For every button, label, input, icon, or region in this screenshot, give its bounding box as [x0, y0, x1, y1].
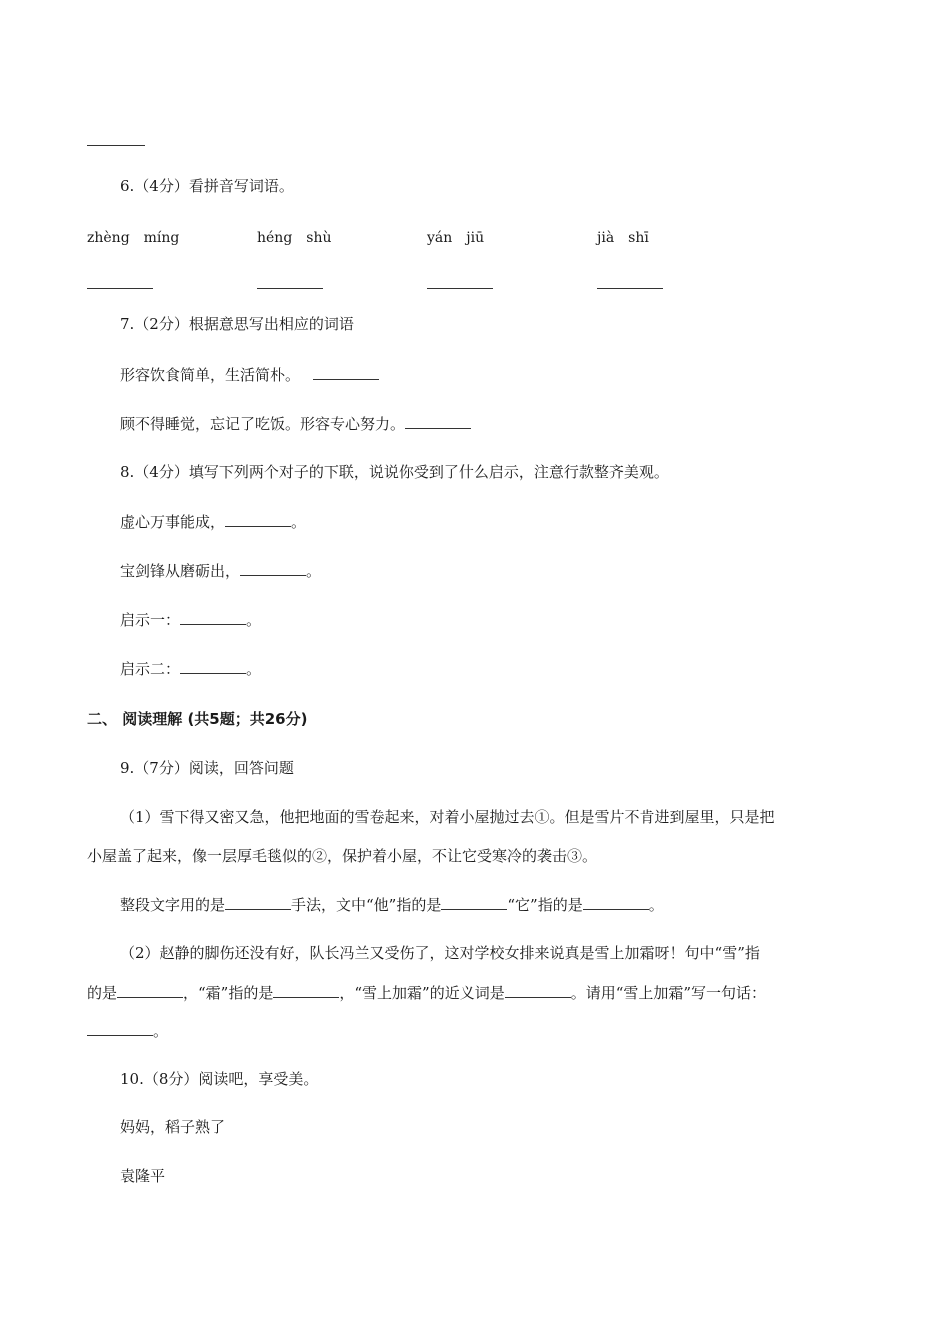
word-blank-4[interactable] — [597, 287, 663, 289]
q9-p2-b: ，“霜”指的是 — [183, 984, 274, 1002]
answer-blank[interactable] — [117, 983, 183, 998]
answer-blank[interactable] — [405, 414, 471, 429]
word-blank-1[interactable] — [87, 287, 153, 289]
couplet-2: 宝剑锋从磨砺出， — [120, 562, 241, 580]
question-8-line-3 — [120, 610, 261, 630]
q9-passage-2-line-3 — [87, 1021, 168, 1041]
period: 。 — [246, 660, 262, 678]
question-8-line-4 — [120, 659, 261, 679]
answer-blank[interactable] — [87, 1021, 153, 1036]
q9-passage-2-line-1: （2）赵静的脚伤还没有好，队长冯兰又受伤了，这对学校女排来说真是雪上加霜呀！句中“雪”指 — [120, 944, 760, 962]
insight-1-label: 启示一： — [120, 611, 181, 629]
q9-p2-a: 的是 — [87, 984, 118, 1002]
q9-p2-c: ，“雪上加霜”的近义词是 — [339, 984, 505, 1002]
answer-blank[interactable] — [273, 983, 339, 998]
question-10-title: 10.（8分）阅读吧，享受美。 — [120, 1070, 319, 1088]
period: 。 — [306, 562, 322, 580]
couplet-1: 虚心万事能成， — [120, 513, 226, 531]
answer-blank[interactable] — [240, 561, 306, 576]
answer-blank[interactable] — [180, 610, 246, 625]
answer-blank[interactable] — [441, 895, 507, 910]
period: 。 — [246, 611, 262, 629]
section-heading: 二、 阅读理解 (共5题；共26分) — [87, 710, 308, 728]
q9-question-1 — [120, 895, 664, 915]
answer-blank[interactable] — [225, 895, 291, 910]
period: 。 — [291, 513, 307, 531]
q9-text-d: 。 — [648, 896, 664, 914]
answer-blank-top[interactable] — [87, 144, 145, 146]
q9-text-b: 手法，文中“他”指的是 — [291, 896, 442, 914]
pinyin-4: jià shī — [597, 230, 649, 246]
q9-p2-d: 。请用“雪上加霜”写一句话： — [570, 984, 767, 1002]
q7-prompt-1: 形容饮食简单，生活简朴。 — [120, 366, 301, 384]
insight-2-label: 启示二： — [120, 660, 181, 678]
answer-blank[interactable] — [225, 512, 291, 527]
pinyin-3: yán jiū — [427, 230, 485, 246]
q7-prompt-2: 顾不得睡觉，忘记了吃饭。形容专心努力。 — [120, 415, 406, 433]
pinyin-2: héng shù — [257, 230, 332, 246]
question-7-line-1 — [120, 365, 379, 385]
question-9-title: 9.（7分）阅读，回答问题 — [120, 759, 294, 777]
pinyin-1: zhèng míng — [87, 230, 180, 246]
answer-blank[interactable] — [180, 659, 246, 674]
question-7-title: 7.（2分）根据意思写出相应的词语 — [120, 315, 354, 333]
word-blank-3[interactable] — [427, 287, 493, 289]
question-7-line-2 — [120, 414, 471, 434]
poem-author: 袁隆平 — [120, 1167, 166, 1185]
question-8-title: 8.（4分）填写下列两个对子的下联，说说你受到了什么启示，注意行款整齐美观。 — [120, 463, 669, 481]
q9-passage-2-line-2 — [87, 983, 766, 1003]
word-blank-2[interactable] — [257, 287, 323, 289]
answer-blank[interactable] — [505, 983, 571, 998]
question-8-line-1 — [120, 512, 306, 532]
poem-title: 妈妈，稻子熟了 — [120, 1118, 226, 1136]
answer-blank[interactable] — [583, 895, 649, 910]
question-6-title: 6.（4分）看拼音写词语。 — [120, 177, 294, 195]
answer-blank[interactable] — [313, 365, 379, 380]
period: 。 — [153, 1022, 169, 1040]
q9-text-c: “它”指的是 — [507, 896, 583, 914]
q9-passage-line-2: 小屋盖了起来，像一层厚毛毯似的②，保护着小屋，不让它受寒冷的袭击③。 — [87, 847, 598, 865]
q9-passage-line-1: （1）雪下得又密又急，他把地面的雪卷起来，对着小屋抛过去①。但是雪片不肯进到屋里，只是把 — [120, 808, 775, 826]
q9-text-a: 整段文字用的是 — [120, 896, 226, 914]
question-8-line-2 — [120, 561, 321, 581]
